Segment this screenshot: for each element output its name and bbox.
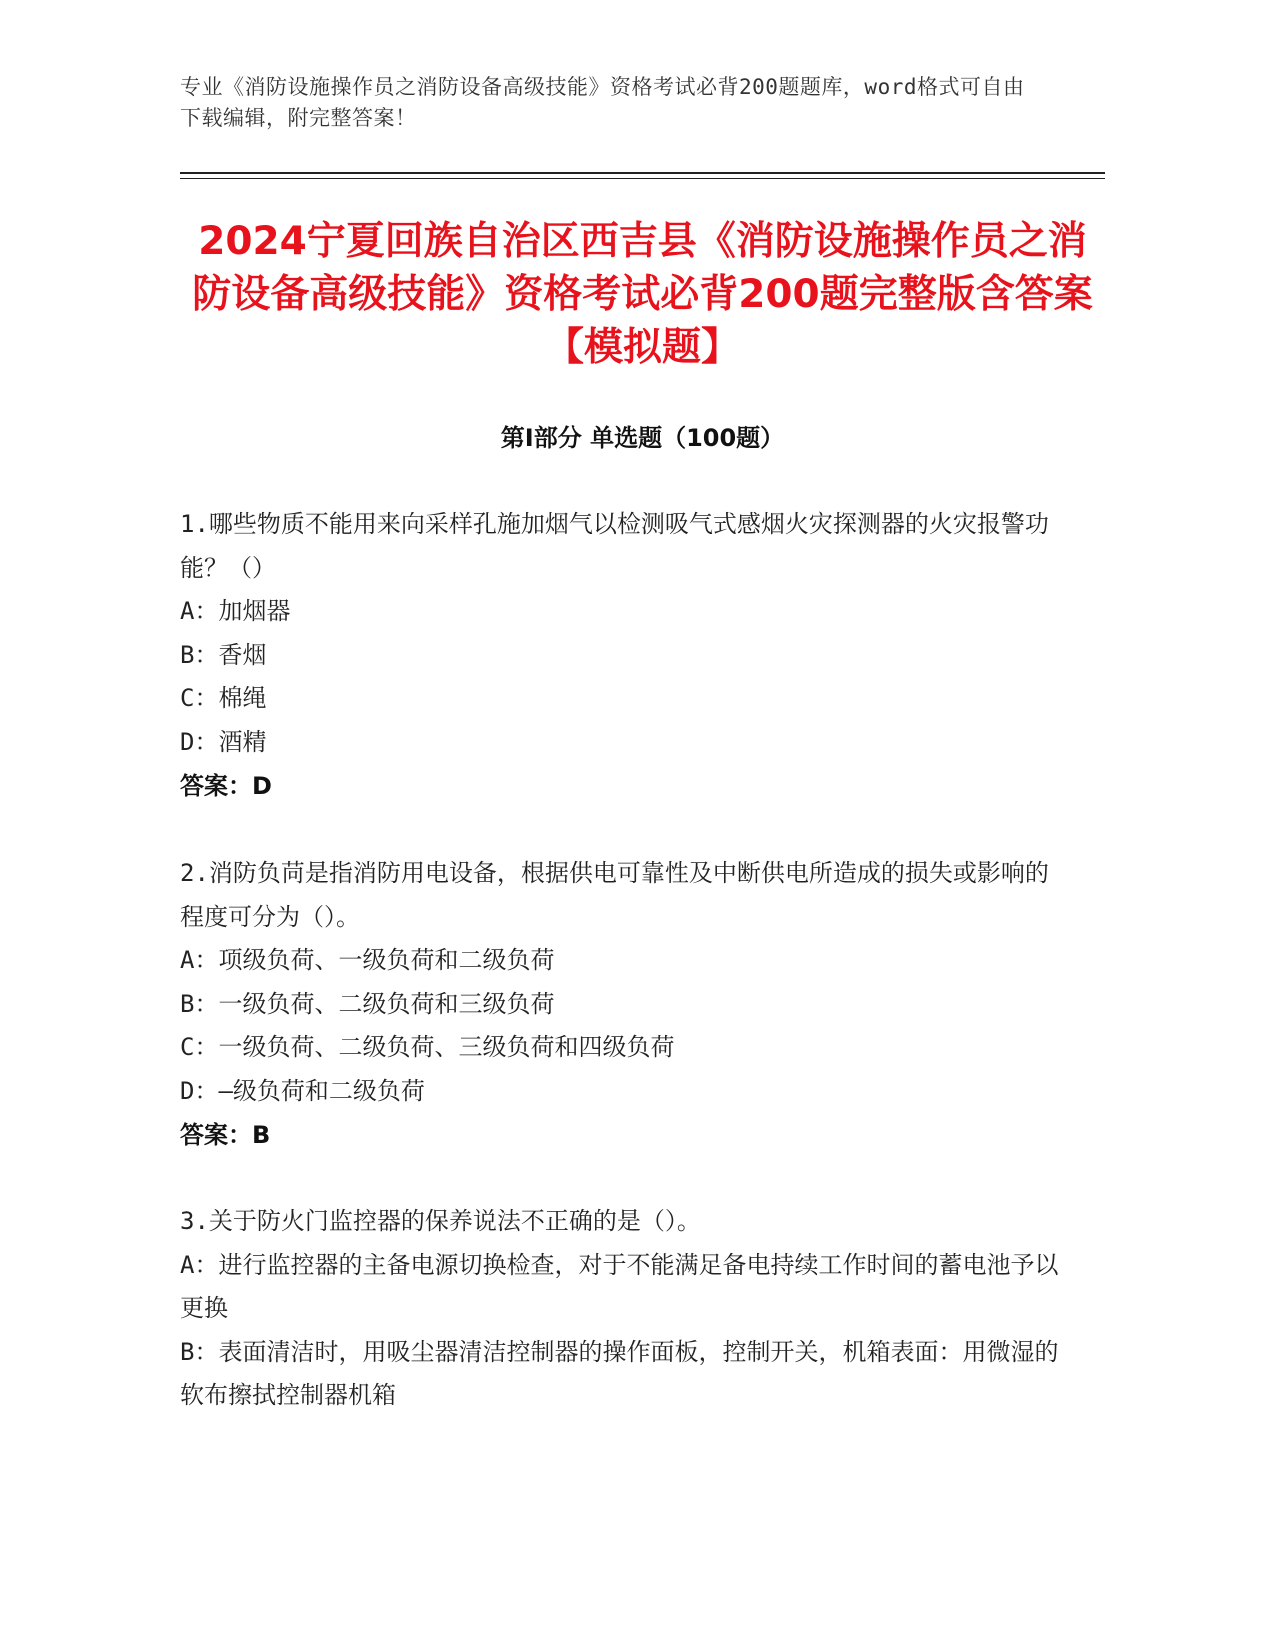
question-2-option-d: D：—级负荷和二级负荷 xyxy=(180,1076,425,1105)
question-1-option-c: C：棉绳 xyxy=(180,684,267,713)
question-1-option-d: D：酒精 xyxy=(180,727,267,756)
question-3 xyxy=(180,1200,1060,1418)
question-2-answer: 答案：B xyxy=(180,1120,271,1149)
question-3-option-b: B：表面清洁时，用吸尘器清洁控制器的操作面板，控制开关，机箱表面：用微湿的软布擦拭控制器机箱 xyxy=(180,1337,1059,1410)
question-2-stem: 2.消防负苘是指消防用电设备，根据供电可靠性及中断供电所造成的损失或影响的程度可分为（）。 xyxy=(180,859,1049,931)
question-1 xyxy=(180,503,1060,808)
question-2-option-b: B：一级负荷、二级负荷和三级负荷 xyxy=(180,989,555,1018)
question-1-answer: 答案：D xyxy=(180,771,272,800)
section-heading: 第Ⅰ部分 单选题（100题） xyxy=(500,424,785,452)
question-3-stem: 3.关于防火门监控器的保养说法不正确的是（）。 xyxy=(180,1207,701,1235)
question-2-option-a: A：项级负荷、一级负荷和二级负荷 xyxy=(180,946,555,975)
question-1-option-b: B：香烟 xyxy=(180,640,267,669)
question-3-option-a: A：进行监控器的主备电源切换检查，对于不能满足备电持续工作时间的蓄电池予以更换 xyxy=(180,1250,1059,1323)
question-2 xyxy=(180,852,1060,1157)
header-note: 专业《消防设施操作员之消防设备高级技能》资格考试必背200题题库，word格式可自由下载编辑，附完整答案！ xyxy=(180,75,1025,130)
question-1-option-a: A：加烟器 xyxy=(180,597,291,626)
question-1-stem: 1.哪些物质不能用来向采样孔施加烟气以检测吸气式感烟火灾探测器的火灾报警功能？（） xyxy=(180,510,1049,582)
document-title: 2024宁夏回族自治区西吉县《消防设施操作员之消防设备高级技能》资格考试必背200题完整版含答案【模拟题】 xyxy=(192,219,1093,370)
header-divider-thick xyxy=(180,172,1105,174)
header-divider-thin xyxy=(180,178,1105,179)
question-2-option-c: C：一级负荷、二级负荷、三级负荷和四级负荷 xyxy=(180,1033,675,1062)
